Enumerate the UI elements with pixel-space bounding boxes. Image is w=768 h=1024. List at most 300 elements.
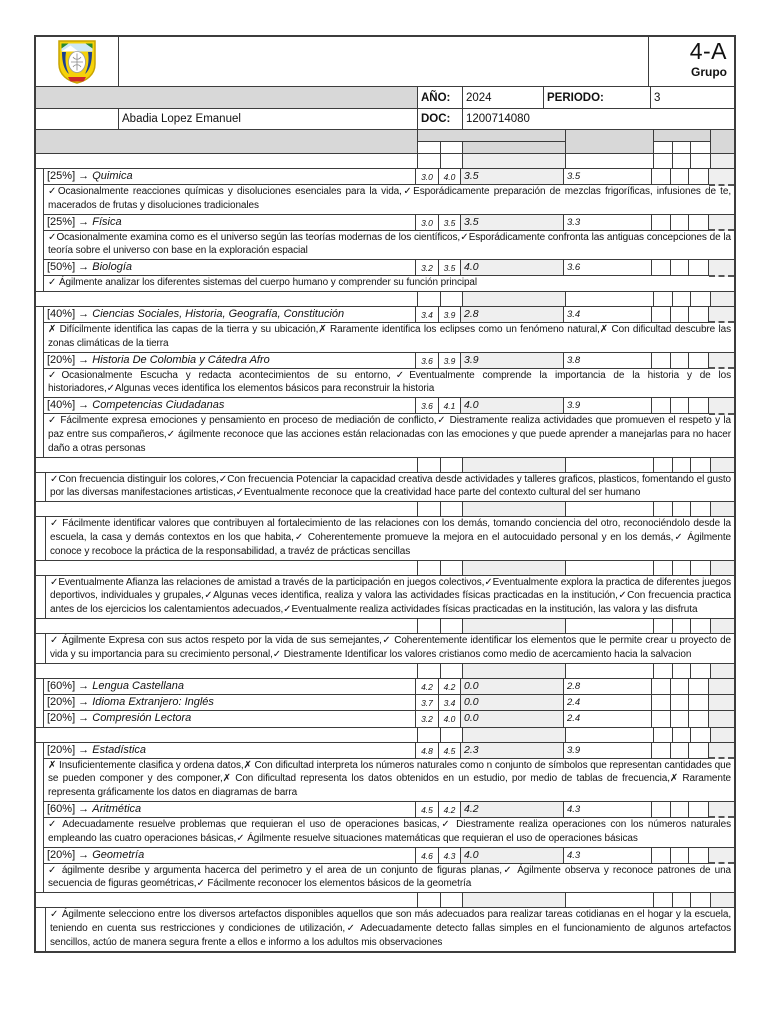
empty-grade-cell [689, 353, 709, 368]
subject-weight: [50%] → [47, 261, 93, 274]
description-row [44, 864, 734, 893]
subject-row [44, 215, 734, 231]
grade-cell: 3.6 [416, 398, 439, 413]
subject-name-cell [44, 215, 416, 230]
empty-grade-cell [671, 695, 689, 710]
separator-cell [441, 502, 463, 516]
separator-cell [418, 664, 441, 678]
grade-cell: 3.5 [461, 169, 564, 184]
empty-grade-cell [671, 679, 689, 694]
separator-cell [691, 154, 711, 168]
separator-cell [654, 619, 673, 633]
separator-cell [566, 893, 654, 907]
separator-cell [691, 728, 711, 742]
separator-cell [673, 154, 691, 168]
group-value: 4-A [689, 38, 727, 64]
separator-cell [418, 561, 441, 575]
separator-cell [673, 458, 691, 472]
empty-grade-cell [671, 802, 689, 817]
subject-weight: [20%] → [47, 743, 93, 756]
grade-cell: 3.6 [416, 353, 439, 368]
description-row [46, 908, 734, 950]
header-logo-row [36, 37, 734, 87]
grade-cell: 4.0 [461, 848, 564, 863]
grade-cell: 4.5 [439, 743, 461, 758]
empty-grade-cell [709, 848, 734, 865]
description-row [44, 759, 734, 802]
separator-cell [691, 502, 711, 516]
grade-cell: 3.2 [416, 260, 439, 275]
grade-cell: 4.2 [439, 802, 461, 817]
subject-description: ✓ Fácilmente expresa emociones y pensamiento en proceso de mediación de conflicto,✓ Diestramente realiza actividades que promueven el respeto y la paz entre sus compañeros,✓ ágilmente reconoce que las acciones están relacionadas con las emociones y que puede aprender a manejarlas para no hacer daño a otras personas [48, 415, 731, 454]
empty-grade-cell [671, 260, 689, 275]
subject-area-section [36, 743, 734, 894]
grade-cell: 3.9 [439, 307, 461, 322]
subject-description: ✓Ocasionalmente examina como es el universo según las teorías modernas de los científicos,✓Esporádicamente confronta las antiguas concepciones de la teoría sobre el universo con base en la exploración espacial [48, 231, 731, 257]
grade-cell: 4.0 [439, 711, 461, 727]
separator-cell [654, 728, 673, 742]
grade-cell: 3.7 [416, 695, 439, 710]
empty-grade-cell [689, 679, 709, 694]
grade-cell: 2.4 [564, 711, 652, 727]
header-blank-cell [119, 37, 649, 86]
empty-grade-cell [709, 802, 734, 819]
empty-grade-cell [709, 743, 734, 760]
subject-weight: [20%] → [47, 848, 93, 861]
empty-grade-cell [709, 679, 734, 694]
subject-description: ✓ ágilmente desribe y argumenta hacerca del perimetro y el area de un conjunto de figuras planas,✓ Ágilmente observa y reconoce patrones de una secuencia de figuras geométricas,✓ Fácilmente reconocer los elementos básicos de la geometría [48, 864, 731, 890]
separator-cell [566, 728, 654, 742]
doc-value: 1200714080 [466, 113, 530, 125]
empty-grade-cell [652, 307, 671, 322]
subject-weight: [25%] → [47, 170, 93, 182]
grade-cell: 3.0 [416, 215, 439, 230]
subject-name-cell [44, 711, 416, 727]
subject-area-section [36, 679, 734, 728]
subject-description: ✗ Difícilmente identifica las capas de la tierra y su ubicación,✗ Raramente identifica los eclipses como un fenómeno natural,✗ Con dificultad descubre las zonas climáticas de la tierra [48, 323, 731, 349]
separator-cell [463, 728, 566, 742]
separator-cell [654, 458, 673, 472]
separator-cell [566, 561, 654, 575]
separator-cell [711, 154, 734, 168]
separator-cell [711, 561, 734, 575]
empty-grade-cell [671, 353, 689, 368]
subject-description: ✓ Ágilmente selecciono entre los diversos artefactos disponibles aquellos que son más adecuados para realizar tareas cotidianas en el hogar y la escuela, teniendo en cuenta sus restricciones y condiciones de utilización,✓ Adecuadamente detecto fallas simples en el funcionamiento de algunos artefactos sencillos, actúo de manera segura frente a ellos e informo a los adultos mis observaciones [50, 909, 731, 948]
grade-cell: 3.9 [439, 353, 461, 368]
subject-weight: [60%] → [47, 679, 93, 692]
area-column-cell [36, 517, 46, 559]
subject-name-cell [44, 353, 416, 368]
period-label: PERIODO: [544, 87, 651, 108]
subject-area-section [36, 169, 734, 292]
section-separator-row [36, 664, 734, 679]
section-separator-row [36, 893, 734, 908]
subject-name: Idioma Extranjero: Inglés [92, 695, 214, 708]
student-name: Abadia Lopez Emanuel [119, 109, 418, 129]
empty-grade-cell [709, 215, 734, 232]
description-row [46, 473, 734, 502]
header-band-cell [441, 142, 463, 153]
separator-cell [566, 458, 654, 472]
header-band-cell [418, 142, 441, 153]
description-row [44, 323, 734, 353]
empty-grade-cell [689, 169, 709, 184]
empty-grade-cell [689, 802, 709, 817]
separator-cell [418, 502, 441, 516]
subject-description: ✓ Fácilmente identificar valores que contribuyen al fortalecimiento de las relaciones con los demás, tomando conciencia del otro, reconociéndolo desde la escuela, la casa y demás contextos en los que habita,✓ Coherentemente promueve la mejora en el autocuidado personal y en los demás,✓ Ágilmente conoce y recoboce la práctica de la responsabilidad, a travéz de prácticas sencillas [50, 518, 731, 557]
separator-cell [418, 619, 441, 633]
separator-cell [36, 619, 418, 633]
separator-cell [691, 561, 711, 575]
separator-cell [691, 664, 711, 678]
separator-cell [36, 664, 418, 678]
subject-name: Aritmética [92, 802, 142, 815]
subject-row [44, 695, 734, 711]
separator-cell [463, 893, 566, 907]
separator-cell [441, 728, 463, 742]
separator-cell [566, 619, 654, 633]
description-row [44, 185, 734, 215]
subject-description: ✓ Adecuadamente resuelve problemas que requieran el uso de operaciones basicas,✓ Diestramente realiza operaciones con los números naturales empleando las cuatro operaciones básicas,✓ Ágilmente resuelve situaciones matemáticas que requieran el uso de operaciones básicas [48, 818, 731, 844]
report-card [34, 35, 736, 953]
separator-cell [36, 154, 418, 168]
separator-cell [711, 893, 734, 907]
subject-row [44, 353, 734, 369]
header-band-cell [711, 130, 734, 153]
grade-cell: 4.3 [564, 848, 652, 863]
subject-row [44, 848, 734, 864]
area-column-cell [36, 576, 46, 618]
subject-weight: [20%] → [47, 695, 93, 708]
description-row [44, 231, 734, 261]
subject-weight: [40%] → [47, 399, 93, 412]
grade-cell: 3.4 [416, 307, 439, 322]
empty-grade-cell [689, 215, 709, 230]
separator-cell [566, 292, 654, 306]
grade-cell: 3.9 [461, 353, 564, 368]
description-row [44, 818, 734, 848]
subject-name-cell [44, 695, 416, 710]
empty-grade-cell [671, 307, 689, 322]
subject-name: Física [92, 215, 122, 228]
subject-weight: [40%] → [47, 307, 93, 320]
grade-cell: 3.4 [439, 695, 461, 710]
grade-cell: 4.8 [416, 743, 439, 758]
grade-cell: 3.5 [439, 215, 461, 230]
description-row [44, 369, 734, 399]
separator-cell [463, 561, 566, 575]
subject-description: ✗ Insuficientemente clasifica y ordena datos,✗ Con dificultad interpreta los números naturales como n conjunto de símbolos que representan cantidades que se pueden componer y des componer,✗ Con dificultad representa los datos obtenidos en un estudio, por medio de tablas de frecuencia,✗ Raramente representa gráficamente los datos en diagramas de barra [48, 759, 731, 799]
separator-cell [441, 154, 463, 168]
empty-grade-cell [689, 848, 709, 863]
separator-cell [691, 292, 711, 306]
section-separator-row [36, 458, 734, 473]
separator-cell [673, 664, 691, 678]
grade-cell: 3.0 [416, 169, 439, 184]
header-band-cell [36, 130, 418, 153]
description-row [44, 414, 734, 456]
section-separator-row [36, 561, 734, 576]
column-header-band [36, 130, 734, 154]
subject-name-cell [44, 260, 416, 275]
separator-cell [418, 154, 441, 168]
empty-grade-cell [671, 743, 689, 758]
grade-cell: 3.2 [416, 711, 439, 727]
grade-cell: 0.0 [461, 679, 564, 694]
subject-name: Historia De Colombia y Cátedra Afro [92, 353, 270, 366]
header-band-cell [691, 142, 710, 153]
subject-name: Estadística [92, 743, 147, 756]
area-column-cell [36, 634, 46, 663]
report-body [36, 154, 734, 951]
header-year-row [36, 87, 734, 109]
section-separator-row [36, 502, 734, 517]
separator-cell [673, 502, 691, 516]
separator-cell [36, 728, 418, 742]
subject-row [44, 169, 734, 185]
separator-cell [36, 561, 418, 575]
subject-area-section [36, 576, 734, 619]
grade-cell: 4.5 [416, 802, 439, 817]
header-band-cell [654, 130, 710, 142]
area-column-cell [36, 908, 46, 950]
empty-grade-cell [709, 307, 734, 324]
separator-cell [711, 458, 734, 472]
empty-grade-cell [671, 848, 689, 863]
area-column-cell [36, 307, 44, 457]
empty-grade-cell [671, 711, 689, 727]
subject-area-section [36, 908, 734, 950]
separator-cell [654, 292, 673, 306]
group-label: Grupo [691, 65, 727, 79]
header-band-extra-block [654, 130, 711, 153]
subject-name: Geometría [92, 848, 145, 861]
separator-cell [463, 502, 566, 516]
subject-name: Competencias Ciudadanas [92, 399, 225, 412]
subject-description: ✓Ocasionalmente reacciones químicas y disoluciones esenciales para la vida,✓Esporádicamente preparación de mezclas frigoríficas, infusiones de te, macerados de frutas y disoluciones tradicionales [48, 186, 731, 211]
separator-cell [463, 664, 566, 678]
description-row [46, 576, 734, 618]
separator-cell [566, 502, 654, 516]
empty-grade-cell [709, 398, 734, 415]
grade-cell: 2.4 [564, 695, 652, 710]
header-band-cell [566, 130, 654, 153]
grade-cell: 3.5 [439, 260, 461, 275]
grade-cell: 4.2 [461, 802, 564, 817]
separator-cell [673, 561, 691, 575]
separator-cell [418, 458, 441, 472]
description-row [46, 517, 734, 559]
area-column-cell [36, 679, 44, 727]
separator-cell [673, 619, 691, 633]
separator-cell [463, 154, 566, 168]
empty-grade-cell [689, 260, 709, 275]
section-separator-row [36, 619, 734, 634]
subject-description: ✓ Ágilmente analizar los diferentes sistemas del cuerpo humano y comprender su función principal [48, 277, 478, 289]
separator-cell [418, 292, 441, 306]
separator-cell [441, 619, 463, 633]
subject-row [44, 802, 734, 818]
empty-grade-cell [709, 695, 734, 710]
separator-cell [36, 502, 418, 516]
subject-name-cell [44, 848, 416, 863]
separator-cell [566, 154, 654, 168]
header-student-row [36, 109, 734, 130]
empty-grade-cell [671, 398, 689, 413]
grade-cell: 4.0 [461, 398, 564, 413]
grade-cell: 3.5 [564, 169, 652, 184]
separator-cell [711, 292, 734, 306]
subject-area-section [36, 473, 734, 503]
separator-cell [441, 458, 463, 472]
separator-cell [711, 728, 734, 742]
grade-cell: 3.9 [564, 398, 652, 413]
separator-cell [654, 154, 673, 168]
separator-cell [711, 619, 734, 633]
separator-cell [36, 292, 418, 306]
separator-cell [654, 893, 673, 907]
subject-row [44, 398, 734, 414]
subject-weight: [20%] → [47, 711, 93, 724]
grade-cell: 4.0 [461, 260, 564, 275]
area-column-cell [36, 169, 44, 291]
grade-cell: 2.8 [564, 679, 652, 694]
separator-cell [691, 458, 711, 472]
empty-grade-cell [652, 353, 671, 368]
year-value: 2024 [463, 87, 544, 108]
subject-weight: [60%] → [47, 802, 93, 815]
header-band-grades-block [418, 130, 566, 153]
empty-grade-cell [652, 695, 671, 710]
subject-name-cell [44, 169, 416, 184]
subject-row [44, 711, 734, 727]
grade-cell: 4.2 [416, 679, 439, 694]
subject-name-cell [44, 307, 416, 322]
separator-cell [711, 502, 734, 516]
subject-name-cell [44, 679, 416, 694]
separator-cell [463, 292, 566, 306]
empty-grade-cell [689, 711, 709, 727]
grade-cell: 4.2 [439, 679, 461, 694]
separator-cell [654, 561, 673, 575]
empty-grade-cell [652, 169, 671, 184]
subject-description: ✓Con frecuencia distinguir los colores,✓Con frecuencia Potenciar la capacidad creativa desde actividades y talleres graficos, plasticos, fomentando el gusto por las diversas manifestaciones artisticas,✓Eventualmente reconoce que la creatividad hace parte del contexto cultural del ser humano [50, 473, 731, 499]
separator-cell [566, 664, 654, 678]
subject-description: ✓Ocasionalmente Escucha y redacta acontecimientos de su entorno,✓Eventualmente comprende la importancia de la historia y de los historiadores,✓Algunas veces identifica los elementos básicos para reconstruir la historia [48, 369, 731, 395]
separator-cell [654, 664, 673, 678]
grade-cell: 3.4 [564, 307, 652, 322]
separator-cell [654, 502, 673, 516]
separator-cell [463, 458, 566, 472]
empty-grade-cell [652, 711, 671, 727]
empty-grade-cell [652, 215, 671, 230]
description-row [44, 276, 734, 291]
empty-grade-cell [652, 802, 671, 817]
subject-description: ✓ Ágilmente Expresa con sus actos respeto por la vida de sus semejantes,✓ Coherentemente identificar los elementos que le permite crear u proyecto de vida y su importancia para su crecimiento personal,✓ Diestramente Identificar los valores cristianos como medio de acercamiento hacia la salvacion [50, 634, 731, 660]
separator-cell [691, 893, 711, 907]
section-separator-row [36, 154, 734, 169]
grade-cell: 3.6 [564, 260, 652, 275]
school-crest-icon [57, 39, 97, 85]
empty-grade-cell [709, 169, 734, 186]
subject-name-cell [44, 743, 416, 758]
subject-area-section [36, 517, 734, 560]
separator-cell [418, 728, 441, 742]
empty-grade-cell [689, 695, 709, 710]
doc-label: DOC: [418, 109, 463, 129]
subject-weight: [25%] → [47, 215, 93, 228]
subject-name-cell [44, 398, 416, 413]
grade-cell: 3.9 [564, 743, 652, 758]
separator-cell [673, 728, 691, 742]
header-gray-cell [36, 87, 418, 108]
header-band-cell [673, 142, 691, 153]
separator-cell [36, 893, 418, 907]
separator-cell [441, 664, 463, 678]
separator-cell [441, 561, 463, 575]
section-separator-row [36, 728, 734, 743]
area-column-cell [36, 473, 46, 502]
area-column-cell [36, 743, 44, 893]
empty-grade-cell [709, 260, 734, 277]
grade-cell: 4.1 [439, 398, 461, 413]
subject-name: Compresión Lectora [92, 711, 192, 724]
section-separator-row [36, 292, 734, 307]
empty-grade-cell [652, 398, 671, 413]
separator-cell [463, 619, 566, 633]
empty-grade-cell [652, 848, 671, 863]
empty-grade-cell [652, 679, 671, 694]
subject-name: Ciencias Sociales, Historia, Geografía, Constitución [92, 307, 345, 320]
school-logo-cell [36, 37, 119, 86]
grade-cell: 2.8 [461, 307, 564, 322]
grade-cell: 2.3 [461, 743, 564, 758]
subject-area-section [36, 307, 734, 458]
subject-description: ✓Eventualmente Afianza las relaciones de amistad a través de la participación en juegos colectivos,✓Eventualmente explora la practica de diferentes juegos deportivos, individuales y grupales,✓Algunas veces identifica, realiza y valora las actividades físicas practicadas en la institución,✓Con frecuencia practica antes de los ejercicios los calentamientos adecuados,✓Eventualmente realiza actividades físicas practicadas en la institución, las valora y las disfruta [50, 576, 731, 616]
group-cell [649, 37, 734, 86]
year-label: AÑO: [418, 87, 463, 108]
period-value: 3 [654, 91, 661, 104]
grade-cell: 4.3 [564, 802, 652, 817]
subject-name: Quimica [92, 170, 133, 182]
subject-weight: [20%] → [47, 353, 93, 366]
subject-name-cell [44, 802, 416, 817]
grade-cell: 0.0 [461, 711, 564, 727]
empty-grade-cell [652, 743, 671, 758]
empty-grade-cell [671, 215, 689, 230]
subject-name: Lengua Castellana [92, 679, 184, 692]
grade-cell: 3.3 [564, 215, 652, 230]
grade-cell: 4.6 [416, 848, 439, 863]
header-band-cell [418, 130, 565, 142]
grade-cell: 0.0 [461, 695, 564, 710]
grade-cell: 3.5 [461, 215, 564, 230]
empty-grade-cell [652, 260, 671, 275]
empty-grade-cell [709, 353, 734, 370]
empty-grade-cell [689, 743, 709, 758]
grade-cell: 4.3 [439, 848, 461, 863]
separator-cell [441, 292, 463, 306]
description-row [46, 634, 734, 663]
grade-cell: 3.8 [564, 353, 652, 368]
subject-name: Biología [92, 261, 133, 274]
subject-row [44, 260, 734, 276]
separator-cell [36, 458, 418, 472]
separator-cell [673, 292, 691, 306]
subject-area-section [36, 634, 734, 664]
student-blank-cell [36, 109, 119, 129]
subject-row [44, 679, 734, 695]
